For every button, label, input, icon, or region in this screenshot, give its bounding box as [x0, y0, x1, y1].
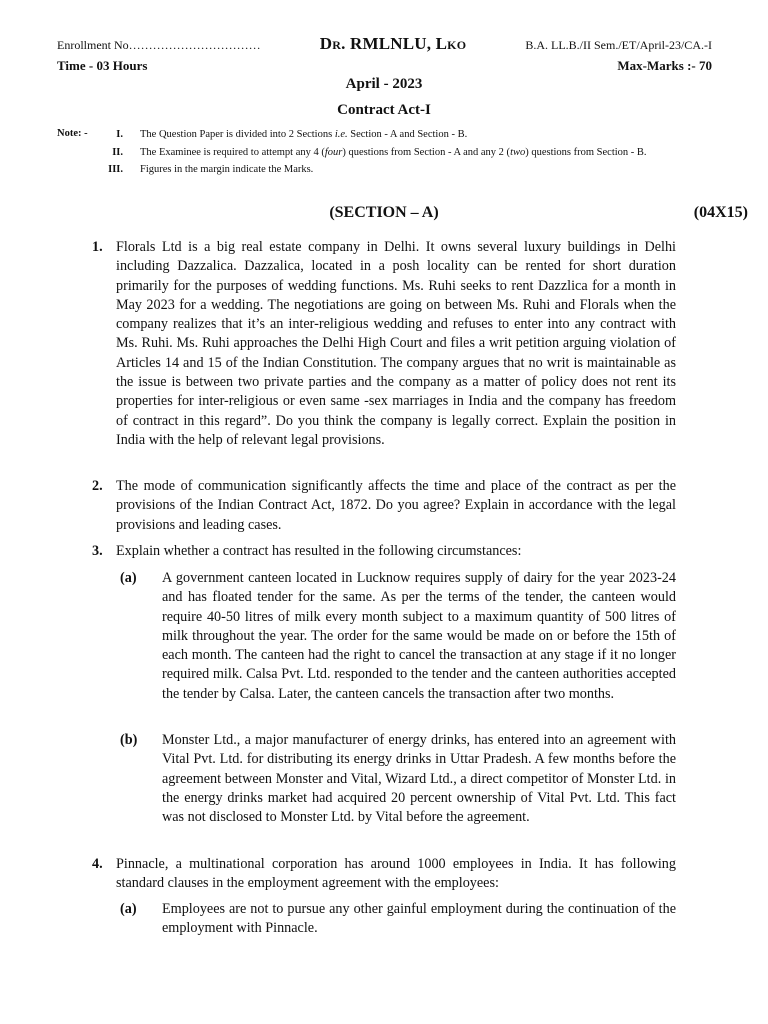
question-text: The mode of communication significantly affects the time and place of the contract as per the provisions of the Indian Contract Act, 1872. Do you agree? Explain in accordance with the legal provisions and leading cases. — [116, 478, 676, 533]
exam-date: April - 2023 — [345, 76, 423, 92]
question-text: Pinnacle, a multinational corporation has around 1000 employees in India. It has following standard clauses in the employment agreement with the employees: — [116, 856, 676, 892]
sub-question-text: Employees are not to pursue any other gainful employment during the continuation of the employment with Pinnacle. — [162, 901, 676, 937]
question-number: 1. — [92, 239, 103, 255]
question-number: 2. — [92, 478, 103, 494]
question-text: Florals Ltd is a big real estate company in Delhi. It owns several luxury buildings in Delhi including Dazzalica. Dazzalica, located in a posh locality can be rented for short duration primarily for the purposes of wedding functions. Ms. Ruhi seeks to rent Dazzlica for a month in May 2023 for a wedding. The negotiations are going on between Ms. Ruhi and Florals when the company realizes that it’s an inter-religious wedding and refuses to enter into any contract with Ms. Ruhi. Ms. Ruhi approaches the Delhi High Court and files a writ petition arguing violation of Articles 14 and 15 of the Indian Constitution. The company argues that no writ is maintainable as the issue is between two private parties and the company as a matter of policy does not rent its properties for inter-religious or even same -sex marriages in India and the company has freedom of contract in this regard”. Do you think the company is legally correct. Explain the position in India with the help of relevant legal provisions. — [116, 239, 676, 448]
max-marks: Max-Marks :- 70 — [617, 58, 712, 73]
university-name: Dr. RMLNLU, Lko — [319, 34, 467, 53]
sub-question-label: (b) — [120, 732, 138, 748]
section-title: (SECTION – A) — [329, 204, 439, 221]
sub-question-label: (a) — [120, 570, 137, 586]
note-text: Figures in the margin indicate the Marks. — [140, 164, 314, 175]
header-row-1 — [57, 34, 712, 54]
note-item — [57, 164, 727, 182]
note-text: The Examinee is required to attempt any 4 (four) questions from Section - A and any 2 (two) questions from Section - B. — [140, 147, 647, 158]
subject-title: Contract Act-I — [337, 102, 431, 118]
note-number: III. — [108, 164, 123, 175]
note-item — [57, 129, 727, 147]
sub-question-label: (a) — [120, 901, 137, 917]
note-label: Note: - — [57, 128, 88, 139]
sub-question-text: Monster Ltd., a major manufacturer of energy drinks, has entered into an agreement with Vital Pvt. Ltd. for distributing its energy drinks in Uttar Pradesh. A few months before the agreement between Monster and Vital, Wizard Ltd., a direct competitor of Monster Ltd. in the energy drinks market had acquired 20 percent ownership of Vital Pvt. Ltd. This fact was not disclosed to Monster Ltd. by Vital before the agreement. — [162, 732, 676, 826]
course-code: B.A. LL.B./II Sem./ET/April-23/CA.-I — [525, 38, 712, 52]
sub-question-text: A government canteen located in Lucknow requires supply of dairy for the year 2023-24 and has floated tender for the same. As per the terms of the tender, the canteen would require 40-50 litres of milk every month subject to a maximum quantity of 500 litres of milk throughout the year. The order for the same would be made on or before the 15th of each month. The canteen had the right to cancel the transaction at any stage if it no longer required milk. Calsa Pvt. Ltd. responded to the tender and the canteen authorities accepted the tender by Calsa. Later, the canteen cancels the transaction after two months. — [162, 570, 676, 702]
question-number: 3. — [92, 543, 103, 559]
question-text: Explain whether a contract has resulted in the following circumstances: — [116, 543, 522, 559]
header-row-2 — [57, 58, 712, 74]
note-number: II. — [112, 147, 123, 158]
question-number: 4. — [92, 856, 103, 872]
section-marks: (04X15) — [693, 204, 748, 221]
exam-duration: Time - 03 Hours — [57, 58, 148, 73]
note-item — [57, 147, 727, 165]
note-text: The Question Paper is divided into 2 Sections i.e. Section - A and Section - B. — [140, 129, 468, 140]
note-number: I. — [116, 129, 123, 140]
enrollment-number-label: Enrollment No…………………………… — [57, 38, 261, 52]
